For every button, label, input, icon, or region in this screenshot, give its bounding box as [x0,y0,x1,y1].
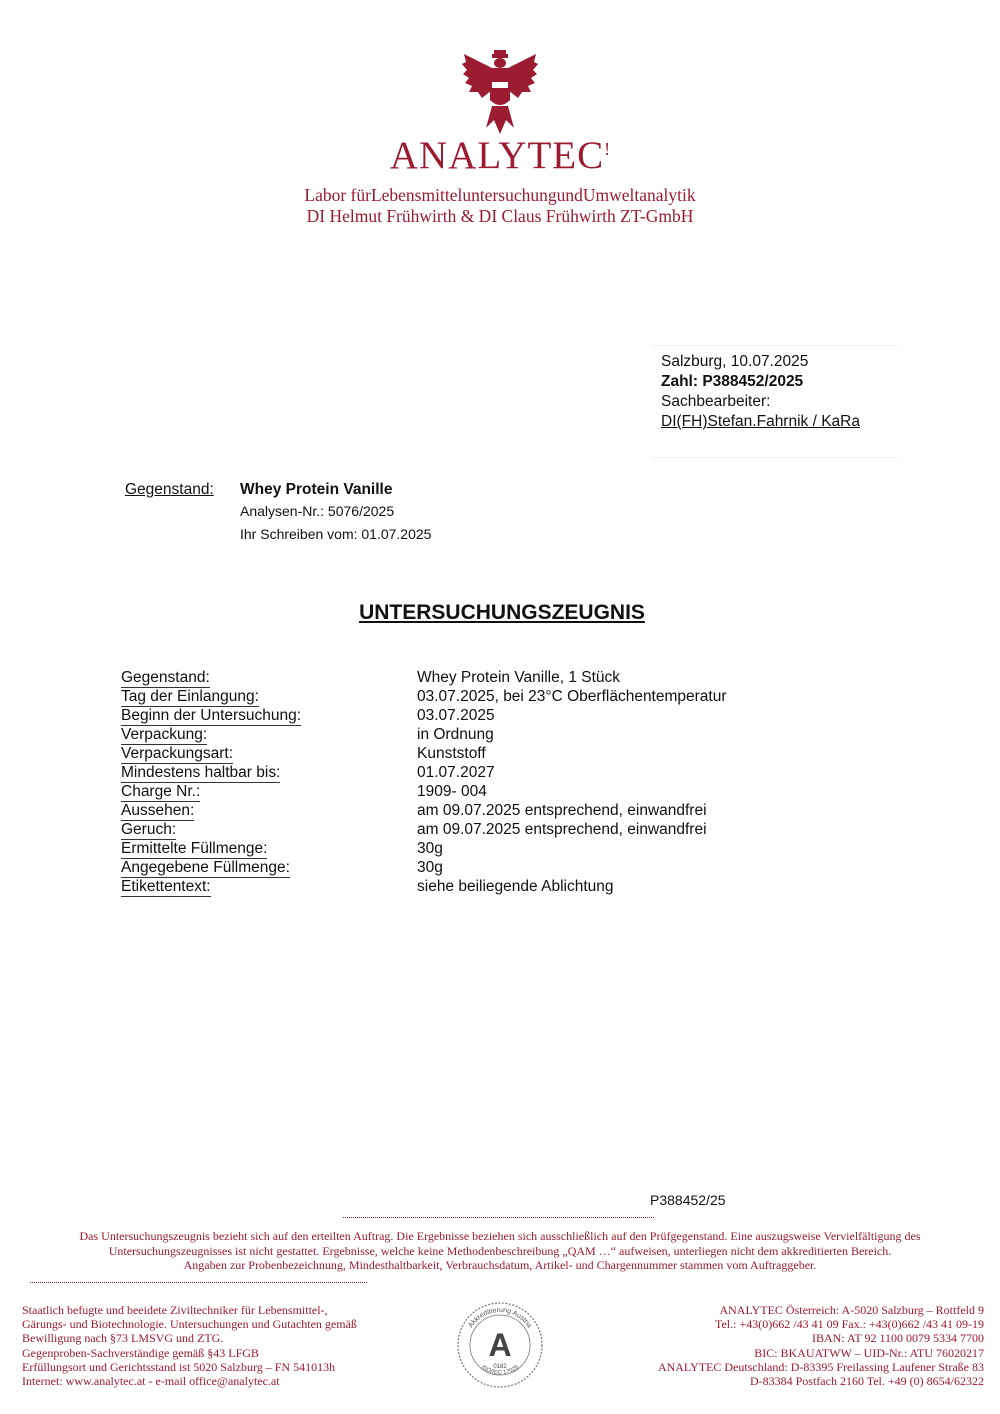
subject-value: Whey Protein Vanille [240,481,393,498]
seal-text-bottom: ISO/IEC 17025 [479,1364,520,1377]
seal-number: 0182 [493,1364,507,1370]
accreditation-seal-icon [455,1300,545,1390]
disclaimer-line: Das Untersuchungszeugnis bezieht sich auf den erteilten Auftrag. Die Ergebnisse beziehen sich ausschließlich auf den Prüfgegenstand. Eine auszugsweise Vervielfältigung des [79,1229,921,1243]
eagle-coat-of-arms-icon [462,50,538,134]
brand-mark: ! [604,139,611,159]
details-label: Gegenstand: [121,669,210,686]
footer-right-line: Tel.: +43(0)662 /43 41 09 Fax.: +43(0)662 /43 41 09-19 [714,1317,984,1332]
subject-label: Gegenstand: [125,481,214,498]
details-value: 30g [417,840,443,857]
reference-number: Zahl: P388452/2025 [661,373,804,390]
footer-right-line: ANALYTEC Österreich: A-5020 Salzburg – Rottfeld 9 [719,1303,984,1317]
footer-left-line: Gärungs- und Biotechnologie. Untersuchungen und Gutachten gemäß [22,1317,357,1332]
footer-left-line: Staatlich befugte und beeidete Ziviltechniker für Lebensmittel-, [22,1303,328,1317]
dotted-divider [343,1217,654,1218]
details-value: am 09.07.2025 entsprechend, einwandfrei [417,802,707,819]
analysis-number: Analysen-Nr.: 5076/2025 [240,503,395,519]
footer-right-line: D-83384 Postfach 2160 Tel. +49 (0) 8654/62322 [749,1374,984,1389]
details-value: 03.07.2025, bei 23°C Oberflächentemperatur [417,688,727,705]
details-value: 30g [417,859,443,876]
seal-text-top: Akkreditierung Austria [467,1306,533,1330]
document-title: UNTERSUCHUNGSZEUGNIS [359,601,645,624]
meta-top-rule [653,345,898,346]
details-value: siehe beiliegende Ablichtung [417,878,614,895]
details-value: am 09.07.2025 entsprechend, einwandfrei [417,821,707,838]
details-value: in Ordnung [417,726,494,743]
page-reference: P388452/25 [650,1192,726,1208]
details-label: Tag der Einlangung: [121,688,259,705]
seal-letter: A [488,1327,512,1363]
footer-right [658,1303,984,1388]
details-label: Etikettentext: [121,878,211,895]
details-label: Geruch: [121,821,177,838]
handler-label: Sachbearbeiter: [661,393,771,410]
footer-right-line: IBAN: AT 92 1100 0079 5334 7700 [811,1331,984,1346]
details-value: Kunststoff [417,745,486,762]
details-label: Ermittelte Füllmenge: [121,840,268,857]
brand-name: ANALYTEC! [389,134,611,177]
details-value: 03.07.2025 [417,707,495,724]
details-label: Mindestens haltbar bis: [121,764,281,781]
footer-left-line: Bewilligung nach §73 LMSVG und ZTG. [22,1331,224,1346]
details-label: Aussehen: [121,802,195,819]
details-label: Charge Nr.: [121,783,201,800]
footer-left-line: Internet: www.analytec.at - e-mail office@analytec.at [22,1374,280,1389]
details-label: Verpackung: [121,726,208,743]
meta-bottom-rule [653,457,898,458]
place-date: Salzburg, 10.07.2025 [661,353,809,370]
footer-right-line: BIC: BKAUATWW – UID-Nr.: ATU 76020217 [754,1345,984,1360]
letterhead-subtitle-1: Labor fürLebensmitteluntersuchungundUmweltanalytik [304,185,696,205]
footer-left-line: Gegenproben-Sachverständige gemäß §43 LFGB [22,1345,259,1360]
dotted-divider [30,1282,367,1283]
details-value: 01.07.2027 [417,764,495,781]
details-value: Whey Protein Vanille, 1 Stück [417,669,621,686]
footer-left [22,1303,357,1388]
letterhead-subtitle-2: DI Helmut Frühwirth & DI Claus Frühwirth ZT-GmbH [306,206,694,226]
footer-left-line: Erfüllungsort und Gerichtsstand ist 5020 Salzburg – FN 541013h [22,1359,336,1374]
disclaimer [40,1229,960,1273]
handler-name: DI(FH)Stefan.Fahrnik / KaRa [661,413,860,430]
details-label: Verpackungsart: [121,745,234,762]
letter-date: Ihr Schreiben vom: 01.07.2025 [240,526,432,542]
details-label: Angegebene Füllmenge: [121,859,290,876]
footer-right-line: ANALYTEC Deutschland: D-83395 Freilassing Laufener Straße 83 [657,1359,984,1374]
disclaimer-line: Angaben zur Probenbezeichnung, Mindesthaltbarkeit, Verbrauchsdatum, Artikel- und Chargennummer stammen vom Auftraggeber. [183,1258,817,1272]
meta-block [661,352,860,432]
disclaimer-line: Untersuchungszeugnisses ist nicht gestattet. Ergebnisse, welche keine Methodenbeschreibung „QAM …“ aufweisen, unterliegen nicht dem akkreditierten Bereich. [108,1243,892,1258]
details-value: 1909- 004 [417,783,487,800]
details-label: Beginn der Untersuchung: [121,707,302,724]
